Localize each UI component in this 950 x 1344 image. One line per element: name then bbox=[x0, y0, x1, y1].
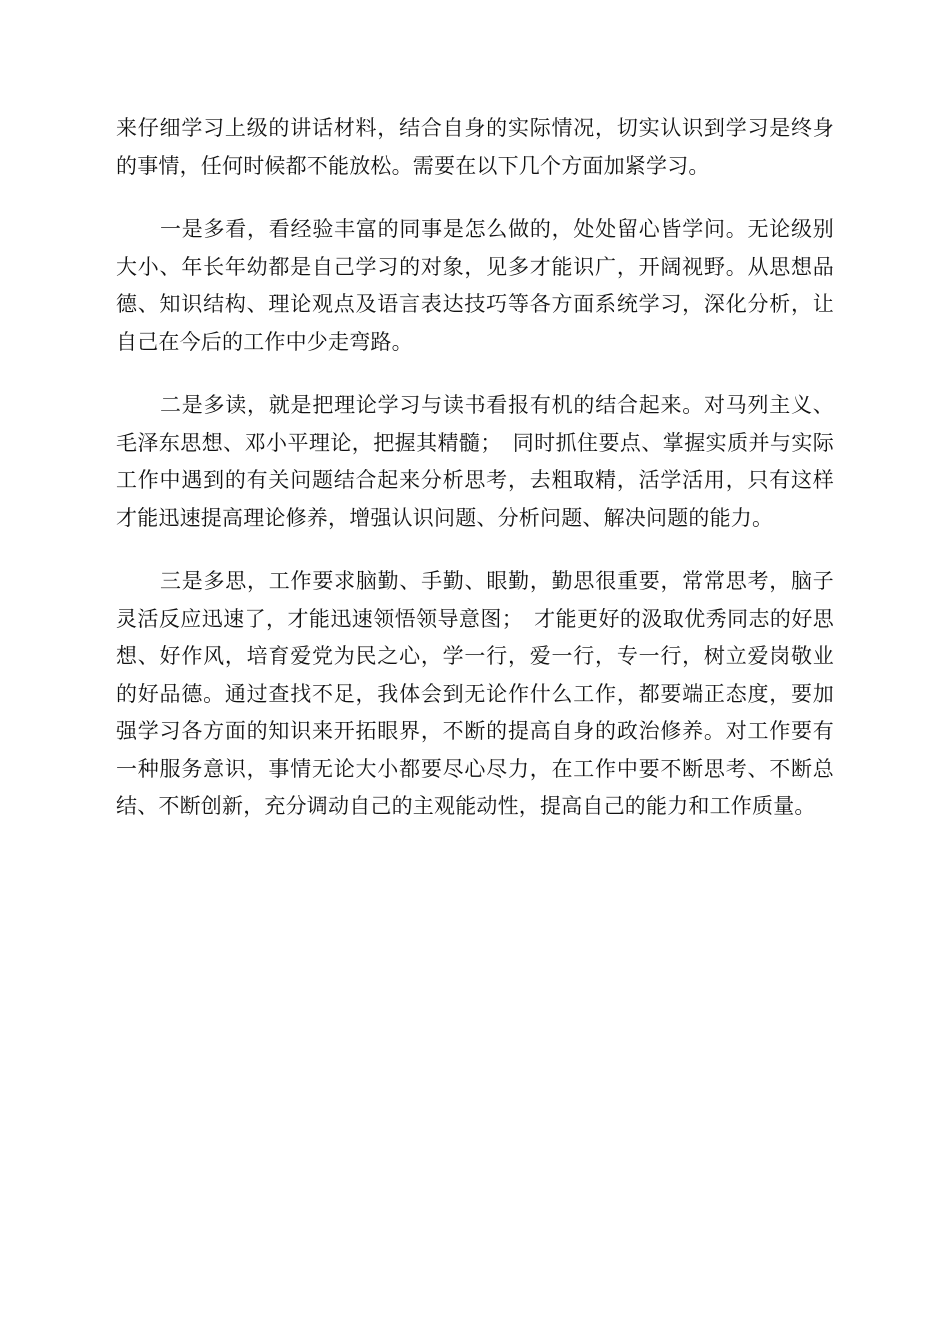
paragraph-continuation: 来仔细学习上级的讲话材料，结合自身的实际情况，切实认识到学习是终身的事情，任何时候都不能放松。需要在以下几个方面加紧学习。 bbox=[116, 116, 834, 178]
paragraph-point-three: 三是多思，工作要求脑勤、手勤、眼勤，勤思很重要，常常思考，脑子灵活反应迅速了，才能迅速领悟领导意图； 才能更好的汲取优秀同志的好思想、好作风，培育爱党为民之心，学一行，爱一行，专一行，树立爱岗敬业的好品德。通过查找不足，我体会到无论作什么工作，都要端正态度，要加强学习各方面的知识来开拓眼界，不断的提高自身的政治修养。对工作要有一种服务意识，事情无论大小都要尽心尽力，在工作中要不断思考、不断总结、不断创新，充分调动自己的主观能动性，提高自己的能力和工作质量。 bbox=[116, 569, 834, 818]
document-body bbox=[116, 110, 834, 852]
paragraph-point-two: 二是多读，就是把理论学习与读书看报有机的结合起来。对马列主义、毛泽东思想、邓小平理论，把握其精髓； 同时抓住要点、掌握实质并与实际工作中遇到的有关问题结合起来分析思考，去粗取精，活学活用，只有这样才能迅速提高理论修养，增强认识问题、分析问题、解决问题的能力。 bbox=[116, 393, 834, 530]
paragraph-point-one: 一是多看，看经验丰富的同事是怎么做的，处处留心皆学问。无论级别大小、年长年幼都是自己学习的对象，见多才能识广，开阔视野。从思想品德、知识结构、理论观点及语言表达技巧等各方面系统学习，深化分析，让自己在今后的工作中少走弯路。 bbox=[116, 217, 834, 354]
